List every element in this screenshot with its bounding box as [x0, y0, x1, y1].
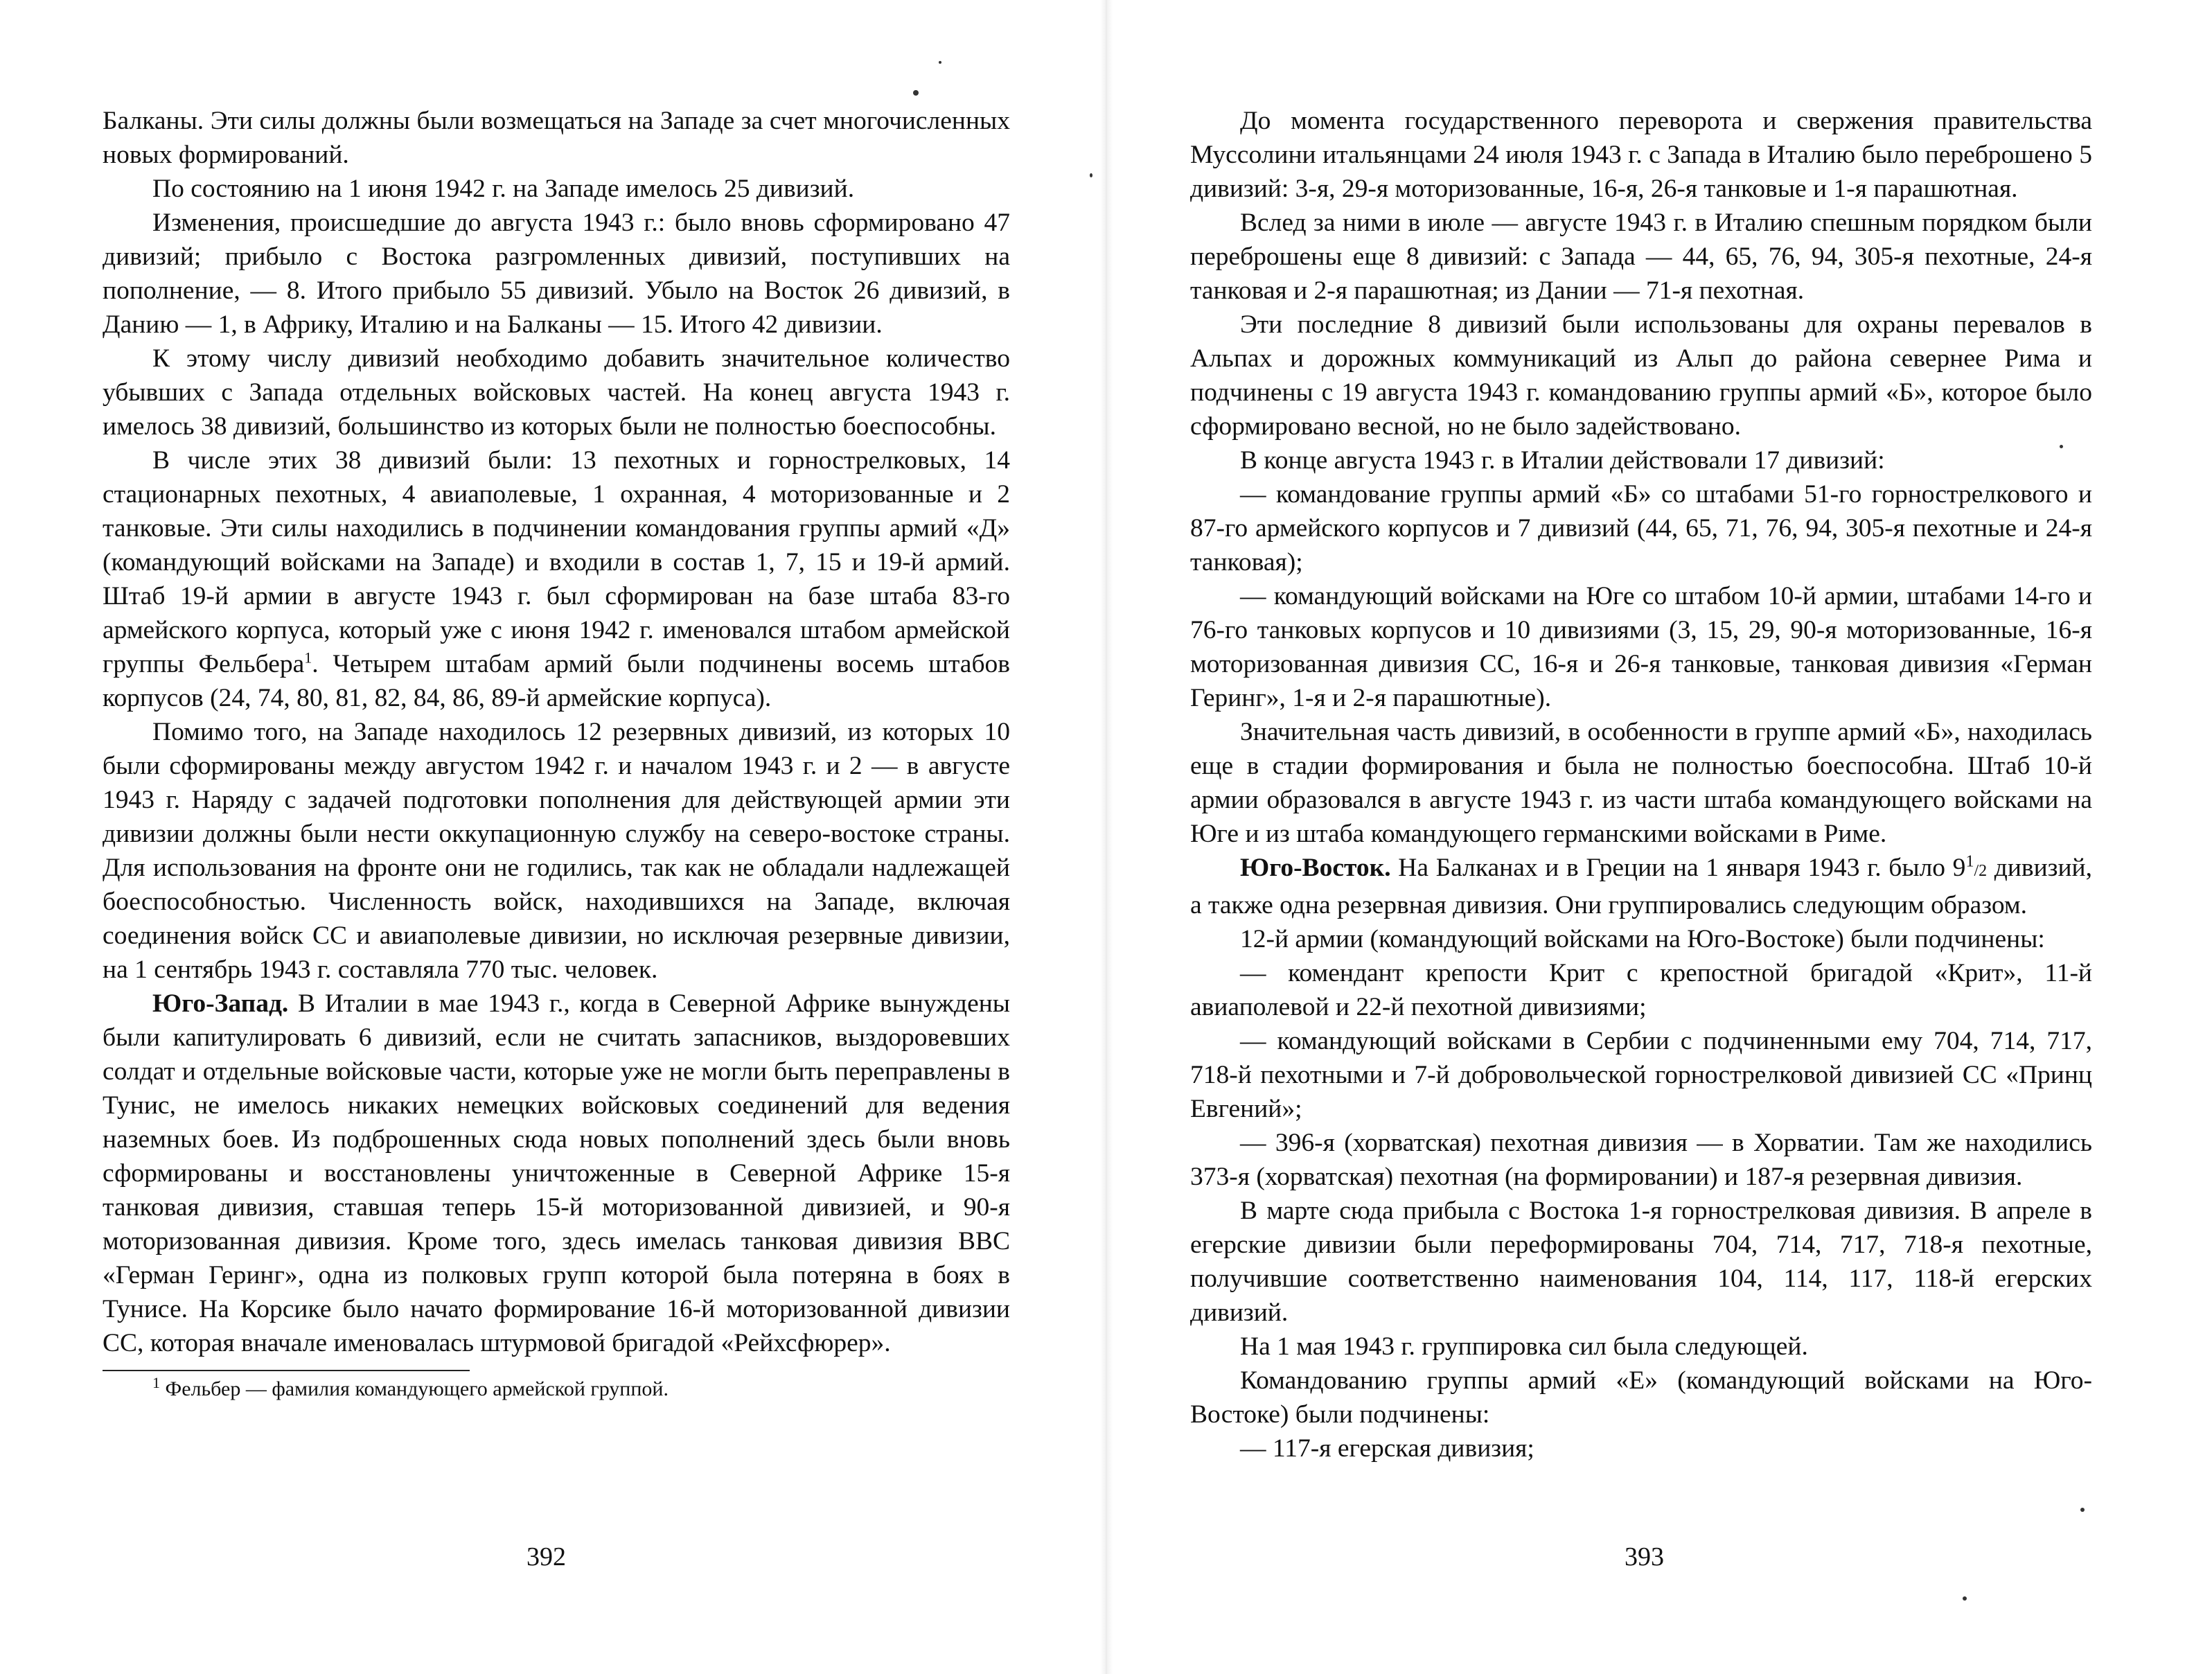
paragraph: — 396-я (хорватская) пехотная дивизия — в Хорватии. Там же находились 373-я (хорватская) пехотная (на формировании) и 187-я резервная дивизия.: [1190, 1129, 2092, 1191]
paragraph: Значительная часть дивизий, в особенности в группе армий «Б», находилась еще в стадии формирования и была не полностью боеспособна. Штаб 10-й армии образовался в августе 1943 г. из части штаба командующего войсками на Юге и из штаба командующего германскими войсками в Риме.: [1190, 718, 2092, 848]
paragraph: Командованию группы армий «Е» (командующий войсками на Юго-Востоке) были подчинены:: [1190, 1366, 2092, 1429]
footnote-rule: [103, 1370, 470, 1371]
scan-speck: [2060, 445, 2063, 448]
paragraph: — командование группы армий «Б» со штабами 51-го горнострелкового и 87-го армейского корпусов и 7 дивизий (44, 65, 71, 76, 94, 305-я пехотные и 24-я танковая);: [1190, 480, 2092, 576]
paragraph: В марте сюда прибыла с Востока 1-я горнострелковая дивизия. В апреле в егерские дивизии были переформированы 704, 714, 717, 718-я пехотные, получившие соответственно наименования 104, 114, 117, 118-й егерских дивизий.: [1190, 1197, 2092, 1327]
paragraph: До момента государственного переворота и свержения правительства Муссолини итальянцами 24 июля 1943 г. с Запада в Италию было переброшено 5 дивизий: 3-я, 29-я моторизованные, 16-я, 26-я танковые и 1-я парашютная.: [1190, 107, 2092, 203]
paragraph: 12-й армии (командующий войсками на Юго-Востоке) были подчинены:: [1240, 925, 2045, 953]
right-page: [1190, 104, 2092, 1465]
paragraph: Вслед за ними в июле — августе 1943 г. в Италию спешным порядком были переброшены еще 8 дивизий: с Запада — 44, 65, 76, 94, 305-я пехотные, 24-я танковая и 2-я парашютная; из Дании — 71-я пехотная.: [1190, 209, 2092, 305]
paragraph-text: дивизий, а также одна резервная дивизия. Они группировались следующим образом.: [1190, 854, 2093, 919]
footnote: [103, 1375, 1010, 1403]
paragraph: На 1 мая 1943 г. группировка сил была следующей.: [1240, 1332, 1808, 1361]
scan-speck: [939, 61, 941, 64]
paragraph-text: В Италии в мае 1943 г., когда в Северной Африке вынуждены были капитулировать 6 дивизий, если не считать запасников, выздоровевших солдат и отдельные войсковые части, которые уже не могли быть переправлены в Тунис, не имелось никаких немецких войсковых соединений для ведения наземных боев. Из подброшенных сюда новых пополнений здесь были вновь сформированы и восстановлены уничтоженные в Северной Африке 15-я танковая дивизия, ставшая теперь 15-й моторизованной дивизией, и 90-я моторизованная дивизия. Кроме того, здесь имелась танковая дивизия ВВС «Герман Геринг», одна из полковых групп которой была потеряна в боях в Тунисе. На Корсике было начато формирование 16-й моторизованной дивизии СС, которая вначале именовалась штурмовой бригадой «Рейхсфюрер».: [103, 989, 1010, 1357]
paragraph: — 117-я егерская дивизия;: [1240, 1434, 1534, 1463]
paragraph: Балканы. Эти силы должны были возмещаться на Западе за счет многочисленных новых формирований.: [103, 107, 1010, 169]
paragraph: [103, 443, 1010, 715]
scan-speck: [1963, 1596, 1967, 1601]
paragraph: По состоянию на 1 июня 1942 г. на Западе имелось 25 дивизий.: [152, 175, 855, 203]
fraction-denominator: /2: [1974, 862, 1988, 880]
footnote-reference: 1: [304, 649, 312, 667]
paragraph-southeast: [1190, 851, 2092, 922]
paragraph: — комендант крепости Крит с крепостной бригадой «Крит», 11-й авиаполевой и 22-й пехотной дивизиями;: [1190, 959, 2092, 1021]
scan-speck: [1090, 173, 1092, 177]
paragraph: Помимо того, на Западе находилось 12 резервных дивизий, из которых 10 были сформированы между августом 1942 г. и началом 1943 г. и 2 — в августе 1943 г. Наряду с задачей подготовки пополнения для действующей армии эти дивизии должны были нести оккупационную службу на северо-востоке страны. Для использования на фронте они не годились, так как не обладали надлежащей боеспособностью. Численность войск, находившихся на Западе, включая соединения войск СС и авиаполевые дивизии, но исключая резервные дивизии, на 1 сентябрь 1943 г. составляла 770 тыс. человек.: [103, 718, 1010, 984]
fraction-numerator: 1: [1965, 852, 1974, 871]
paragraph: В конце августа 1943 г. в Италии действовали 17 дивизий:: [1240, 446, 1885, 475]
scan-speck: [2080, 1508, 2085, 1512]
paragraph: — командующий войсками на Юге со штабом 10-й армии, штабами 14-го и 76-го танковых корпусов и 10 дивизиями (3, 15, 29, 90-я моторизованные, 16-я моторизованная дивизия СС, 16-я и 26-я танковые, танковая дивизия «Герман Геринг», 1-я и 2-я парашютные).: [1190, 582, 2092, 712]
section-heading-southwest: Юго-Запад.: [152, 989, 289, 1018]
paragraph-southwest: [103, 987, 1010, 1360]
paragraph-text: В числе этих 38 дивизий были: 13 пехотных и горнострелковых, 14 стационарных пехотных, 4 авиаполевые, 1 охранная, 4 моторизованные и 2 танковые. Эти силы находились в подчинении командования группы армий «Д» (командующий войсками на Западе) и входили в состав 1, 7, 15 и 19-й армий. Штаб 19-й армии в августе 1943 г. был сформирован на базе штаба 83-го армейского корпуса, который уже с июня 1942 г. именовался штабом армейской группы Фельбера: [103, 446, 1010, 678]
left-page: [103, 104, 1010, 1403]
footnote-marker: 1: [152, 1374, 160, 1391]
page-number-right: 393: [1625, 1542, 1664, 1571]
book-gutter: [1100, 0, 1113, 1674]
paragraph-text: . Четырем штабам армий были подчинены восемь штабов корпусов (24, 74, 80, 81, 82, 84, 86, 89-й армейские корпуса).: [103, 650, 1010, 712]
section-heading-southeast: Юго-Восток.: [1240, 854, 1391, 882]
footnote-text: Фельбер — фамилия командующего армейской группой.: [160, 1377, 669, 1400]
page-number-left: 392: [527, 1542, 566, 1571]
paragraph: К этому числу дивизий необходимо добавить значительное количество убывших с Запада отдельных войсковых частей. На конец августа 1943 г. имелось 38 дивизий, большинство из которых были не полностью боеспособны.: [103, 344, 1010, 441]
paragraph: Эти последние 8 дивизий были использованы для охраны перевалов в Альпах и дорожных коммуникаций из Альп до района севернее Рима и подчинены с 19 августа 1943 г. командованию группы армий «Б», которое было сформировано весной, но не было задействовано.: [1190, 310, 2092, 441]
paragraph: — командующий войсками в Сербии с подчиненными ему 704, 714, 717, 718-й пехотными и 7-й добровольческой горнострелковой дивизией СС «Принц Евгений»;: [1190, 1027, 2092, 1123]
paragraph-text: На Балканах и в Греции на 1 января 1943 г. было 9: [1390, 854, 1966, 882]
paragraph: Изменения, происшедшие до августа 1943 г.: было вновь сформировано 47 дивизий; прибыло с Востока разгромленных дивизий, поступивших на пополнение, — 8. Итого прибыло 55 дивизий. Убыло на Восток 26 дивизий, в Данию — 1, в Африку, Италию и на Балканы — 15. Итого 42 дивизии.: [103, 209, 1010, 339]
scan-speck: [913, 90, 919, 96]
